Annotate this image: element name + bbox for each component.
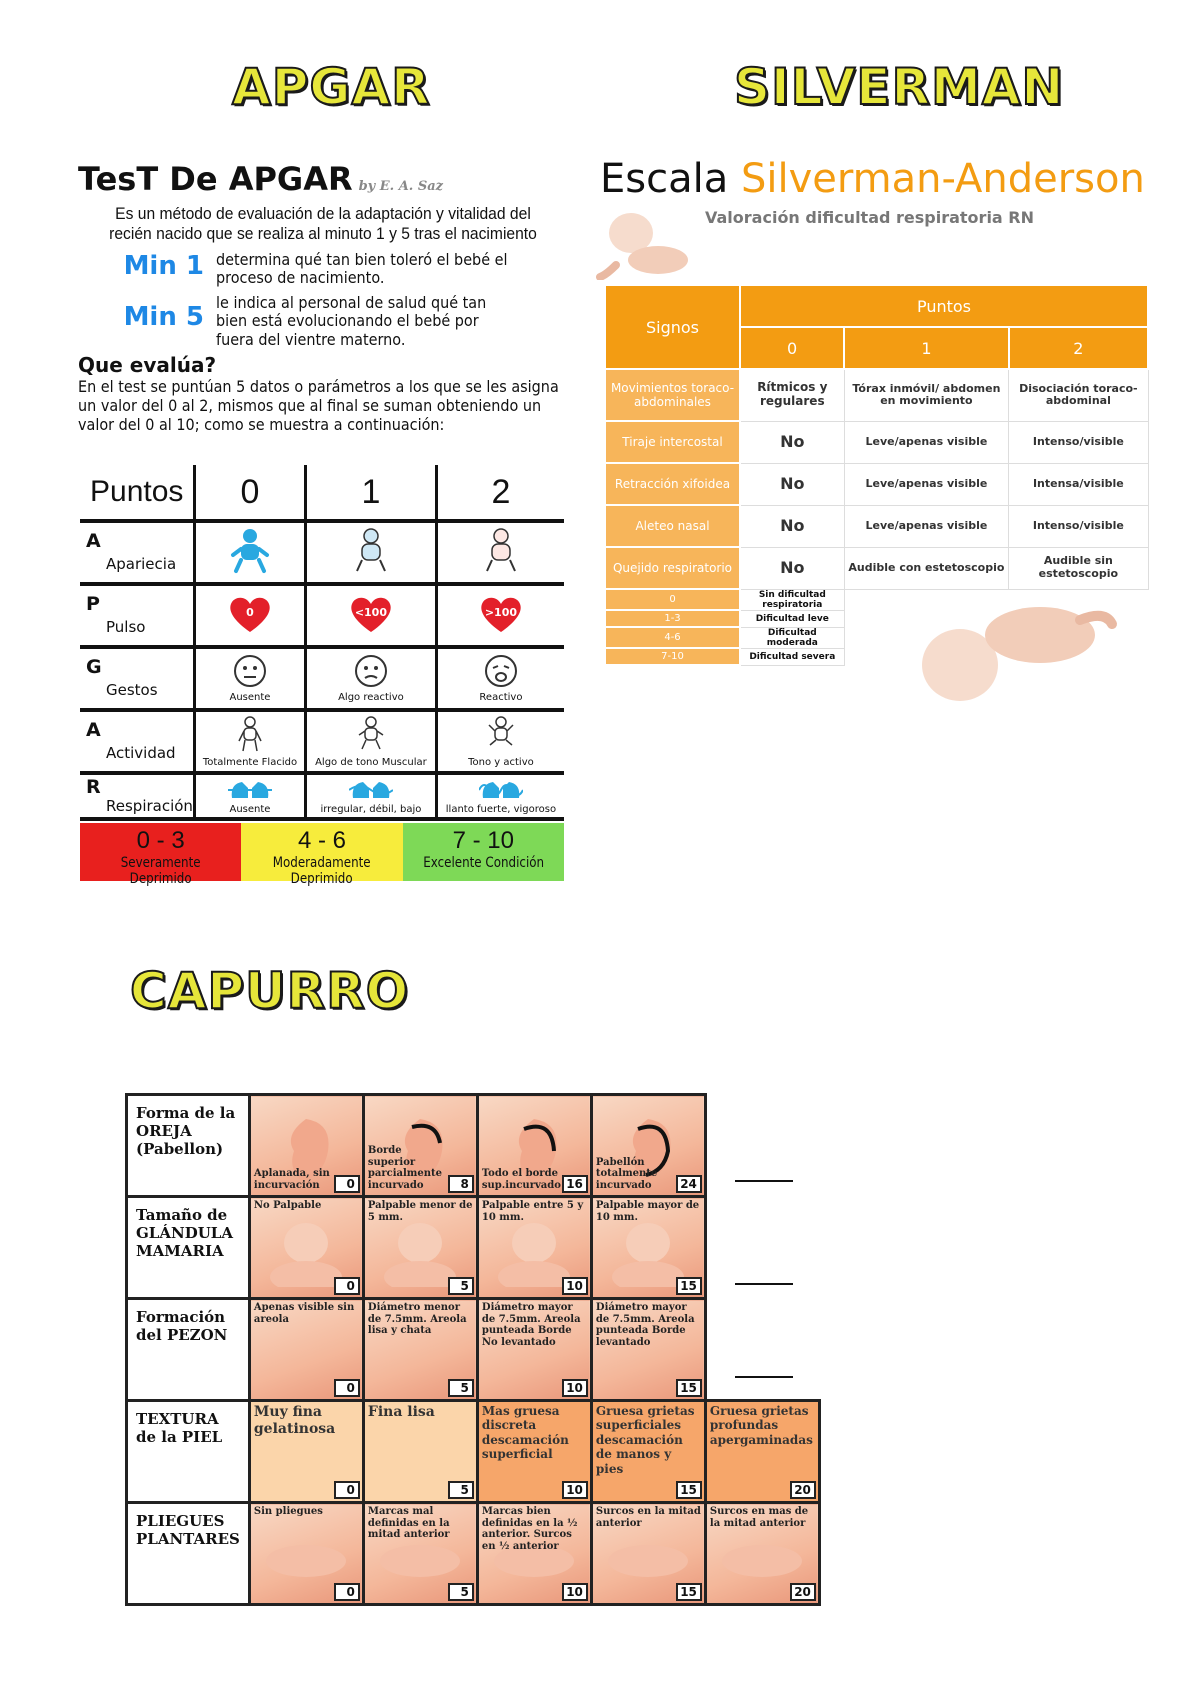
sign-value: No: [740, 547, 844, 589]
header-0: 0: [194, 465, 305, 521]
sign-value: No: [740, 421, 844, 463]
sign-value: Audible sin estetoscopio: [1009, 547, 1148, 589]
sign-value: Tórax inmóvil/ abdomen en movimiento: [844, 369, 1009, 421]
baby-some-tone-icon: [356, 715, 386, 753]
table-row: [80, 647, 564, 710]
baby-pale-blue-icon: [351, 527, 391, 575]
capurro-cell: Borde superior parcialmente incurvado 8: [363, 1095, 477, 1197]
points-box: 5: [448, 1277, 474, 1295]
criterion-label: TEXTURA de la PIEL: [127, 1401, 250, 1503]
row-name: Gestos: [106, 681, 158, 699]
baby-pink-icon: [481, 527, 521, 575]
cell-caption: llanto fuerte, vigoroso: [445, 803, 557, 815]
points-2: 2: [1009, 327, 1148, 369]
capurro-cell: Sin pliegues 0: [249, 1503, 363, 1605]
crying-face-icon: [484, 654, 518, 688]
legend-range: 0: [605, 589, 740, 610]
sign-value: No: [740, 505, 844, 547]
capurro-cell: Palpable entre 5 y 10 mm. 10: [477, 1197, 591, 1299]
capurro-cell: Fina lisa 5: [363, 1401, 477, 1503]
sign-value: No: [740, 463, 844, 505]
table-row: [605, 421, 1148, 463]
sign-label: Tiraje intercostal: [605, 421, 740, 463]
newborn-bottom-illustration: [890, 590, 1120, 715]
points-0: 0: [740, 327, 844, 369]
table-row: [605, 463, 1148, 505]
lungs-icon: [228, 778, 272, 800]
min1-row: [78, 251, 568, 288]
points-box: 5: [448, 1481, 474, 1499]
capurro-cell: No Palpable 0: [249, 1197, 363, 1299]
row-letter: G: [86, 656, 102, 678]
criterion-label: Formación del PEZON: [127, 1299, 250, 1401]
question-heading: Que evalúa?: [78, 353, 217, 378]
legend-range: 7-10: [605, 648, 740, 665]
capurro-cell: Gruesa grietas superficiales descamación de manos y pies 15: [591, 1401, 705, 1503]
sign-value: Intensa/visible: [1009, 463, 1148, 505]
capurro-cell: Apenas visible sin areola 0: [249, 1299, 363, 1401]
apgar-intro: Es un método de evaluación de la adaptación y vitalidad del recién nacido que se realiza al minuto 1 y 5 tras el nacimiento: [109, 204, 537, 243]
sign-value: Rítmicos y regulares: [740, 369, 844, 421]
points-box: 5: [448, 1379, 474, 1397]
sign-value: Leve/apenas visible: [844, 505, 1009, 547]
row-name: Apariecia: [106, 555, 177, 573]
capurro-cell: Gruesa grietas profundas apergaminadas 20: [705, 1401, 819, 1503]
capurro-cell: Marcas bien definidas en la ½ anterior. Surcos en ½ anterior 10: [477, 1503, 591, 1605]
pulse-label: >100: [484, 606, 518, 619]
silverman-subtitle: Valoración dificultad respiratoria RN: [705, 208, 1034, 227]
min5-row: [78, 294, 568, 349]
foot-icon: [603, 1533, 693, 1583]
criterion-label: Tamaño de GLÁNDULA MAMARIA: [127, 1197, 250, 1299]
points-box: 0: [334, 1481, 360, 1499]
min5-text: le indica al personal de salud qué tan bien está evolucionando el bebé por fuera del vientre materno.: [216, 292, 487, 349]
baby-blue-icon: [230, 527, 270, 575]
foot-icon: [717, 1533, 807, 1583]
signature: by E. A. Saz: [358, 179, 444, 194]
foot-icon: [261, 1533, 351, 1583]
sign-label: Quejido respiratorio: [605, 547, 740, 589]
sign-value: Disociación toraco-abdominal: [1009, 369, 1148, 421]
neutral-face-icon: [233, 654, 267, 688]
capurro-cell: Surcos en la mitad anterior 15: [591, 1503, 705, 1605]
legend-range: 1-3: [605, 610, 740, 627]
cell-caption: Reactivo: [479, 692, 523, 703]
pulse-label: 0: [246, 606, 254, 619]
silverman-title: Escala Silverman-Anderson: [600, 156, 1145, 202]
table-row: [127, 1401, 820, 1503]
capurro-cell: Marcas mal definidas en la mitad anterior 5: [363, 1503, 477, 1605]
table-row: [80, 584, 564, 647]
points-box: 0: [334, 1583, 360, 1601]
legend-range: 4-6: [605, 627, 740, 648]
foot-icon: [375, 1533, 465, 1583]
criterion-label: Forma de la OREJA (Pabellon): [127, 1095, 250, 1197]
apgar-heading: TesT De APGAR by E. A. Saz: [78, 160, 444, 198]
table-row: [605, 505, 1148, 547]
points-box: 0: [334, 1277, 360, 1295]
answer-line[interactable]: [735, 1180, 793, 1182]
table-row: [127, 1095, 820, 1197]
points-box: 15: [676, 1277, 702, 1295]
lungs-icon: [479, 778, 523, 800]
legend-label: Dificultad severa: [740, 648, 844, 665]
table-row: [605, 369, 1148, 421]
baby-limp-icon: [235, 715, 265, 753]
table-row: [127, 1197, 820, 1299]
score-band-severe: 0 - 3 Severamente Deprimido: [80, 823, 241, 881]
sign-label: Aleteo nasal: [605, 505, 740, 547]
header-2: 2: [436, 465, 564, 521]
row-name: Pulso: [106, 618, 146, 636]
capurro-cell: Muy fina gelatinosa 0: [249, 1401, 363, 1503]
points-box: 10: [562, 1379, 588, 1397]
pulse-label: <100: [354, 606, 387, 619]
cell-caption: Ausente: [229, 692, 271, 703]
header-1: 1: [305, 465, 436, 521]
table-row: [80, 521, 564, 584]
baby-active-icon: [486, 715, 516, 753]
min5-label: Min 5: [123, 301, 204, 332]
capurro-cell: Diámetro mayor de 7.5mm. Areola punteada Borde levantado 15: [591, 1299, 705, 1401]
capurro-section-title: CAPURRO: [130, 962, 410, 1020]
row-letter: A: [86, 719, 101, 741]
sign-value: Leve/apenas visible: [844, 463, 1009, 505]
points-box: 0: [334, 1175, 360, 1193]
table-row: [80, 773, 564, 819]
sign-value: Leve/apenas visible: [844, 421, 1009, 463]
points-box: 20: [790, 1481, 816, 1499]
lungs-icon: [349, 778, 393, 800]
sign-label: Retracción xifoidea: [605, 463, 740, 505]
score-band-moderate: 4 - 6 Moderadamente Deprimido: [241, 823, 402, 881]
points-box: 15: [676, 1481, 702, 1499]
sign-label: Movimientos toraco-abdominales: [605, 369, 740, 421]
points-box: 20: [790, 1583, 816, 1601]
points-box: 8: [448, 1175, 474, 1193]
min1-text: determina qué tan bien toleró el bebé el proceso de nacimiento.: [216, 250, 508, 288]
newborn-top-illustration: [596, 205, 706, 280]
points-box: 15: [676, 1583, 702, 1601]
apgar-table: [80, 465, 564, 821]
capurro-cell: Palpable mayor de 10 mm. 15: [591, 1197, 705, 1299]
capurro-cell: Aplanada, sin incurvación 0: [249, 1095, 363, 1197]
row-name: Respiración: [106, 796, 193, 815]
table-row: [127, 1503, 820, 1605]
capurro-cell: Surcos en mas de la mitad anterior 20: [705, 1503, 819, 1605]
capurro-cell: Diámetro mayor de 7.5mm. Areola punteada Borde No levantado 10: [477, 1299, 591, 1401]
capurro-cell: Diámetro menor de 7.5mm. Areola lisa y chata 5: [363, 1299, 477, 1401]
apgar-info: [78, 160, 568, 435]
legend-label: Dificultad moderada: [740, 627, 844, 648]
row-letter: A: [86, 530, 101, 552]
capurro-cell: Pabellón totalmente incurvado 24: [591, 1095, 705, 1197]
cell-caption: irregular, débil, bajo: [320, 803, 422, 815]
sign-value: Intenso/visible: [1009, 505, 1148, 547]
silverman-section-title: SILVERMAN: [734, 58, 1065, 116]
criterion-label: PLIEGUES PLANTARES: [127, 1503, 250, 1605]
row-name: Actividad: [106, 744, 176, 762]
header-puntos: Puntos: [80, 465, 194, 521]
cell-caption: Algo reactivo: [338, 692, 404, 703]
cell-caption: Algo de tono Muscular: [315, 757, 427, 768]
apgar-description: En el test se puntúan 5 datos o parámetros a los que se les asigna un valor del 0 al 2, mismos que al final se suman obteniendo un valor del 0 al 10; como se muestra a continuación:: [78, 377, 559, 435]
points-box: 10: [562, 1277, 588, 1295]
points-box: 15: [676, 1379, 702, 1397]
points-box: 10: [562, 1583, 588, 1601]
apgar-header-row: [80, 465, 564, 521]
cell-caption: Tono y activo: [468, 757, 534, 768]
capurro-table: [125, 1093, 821, 1606]
min1-label: Min 1: [123, 251, 204, 282]
apgar-score-bands: [80, 823, 564, 887]
cell-caption: Ausente: [229, 803, 271, 815]
sign-value: Audible con estetoscopio: [844, 547, 1009, 589]
capurro-cell: Todo el borde sup.incurvado 16: [477, 1095, 591, 1197]
header-points: Puntos: [740, 285, 1148, 327]
header-signs: Signos: [605, 285, 740, 369]
points-box: 16: [562, 1175, 588, 1193]
cell-caption: Totalmente Flacido: [202, 757, 298, 768]
score-band-excellent: 7 - 10 Excelente Condición: [403, 823, 564, 881]
answer-line[interactable]: [735, 1283, 793, 1285]
legend-label: Dificultad leve: [740, 610, 844, 627]
legend-label: Sin dificultad respiratoria: [740, 589, 844, 610]
table-row: [127, 1299, 820, 1401]
answer-line[interactable]: [735, 1376, 793, 1378]
points-1: 1: [844, 327, 1009, 369]
sign-value: Intenso/visible: [1009, 421, 1148, 463]
row-letter: R: [86, 775, 101, 798]
table-row: [605, 547, 1148, 589]
capurro-cell: Mas gruesa discreta descamación superficial 10: [477, 1401, 591, 1503]
apgar-section-title: APGAR: [232, 58, 431, 116]
table-row: [80, 710, 564, 773]
points-box: 5: [448, 1583, 474, 1601]
points-box: 0: [334, 1379, 360, 1397]
capurro-cell: Palpable menor de 5 mm. 5: [363, 1197, 477, 1299]
row-letter: P: [86, 593, 100, 615]
grimace-face-icon: [354, 654, 388, 688]
points-box: 24: [676, 1175, 702, 1193]
points-box: 10: [562, 1481, 588, 1499]
